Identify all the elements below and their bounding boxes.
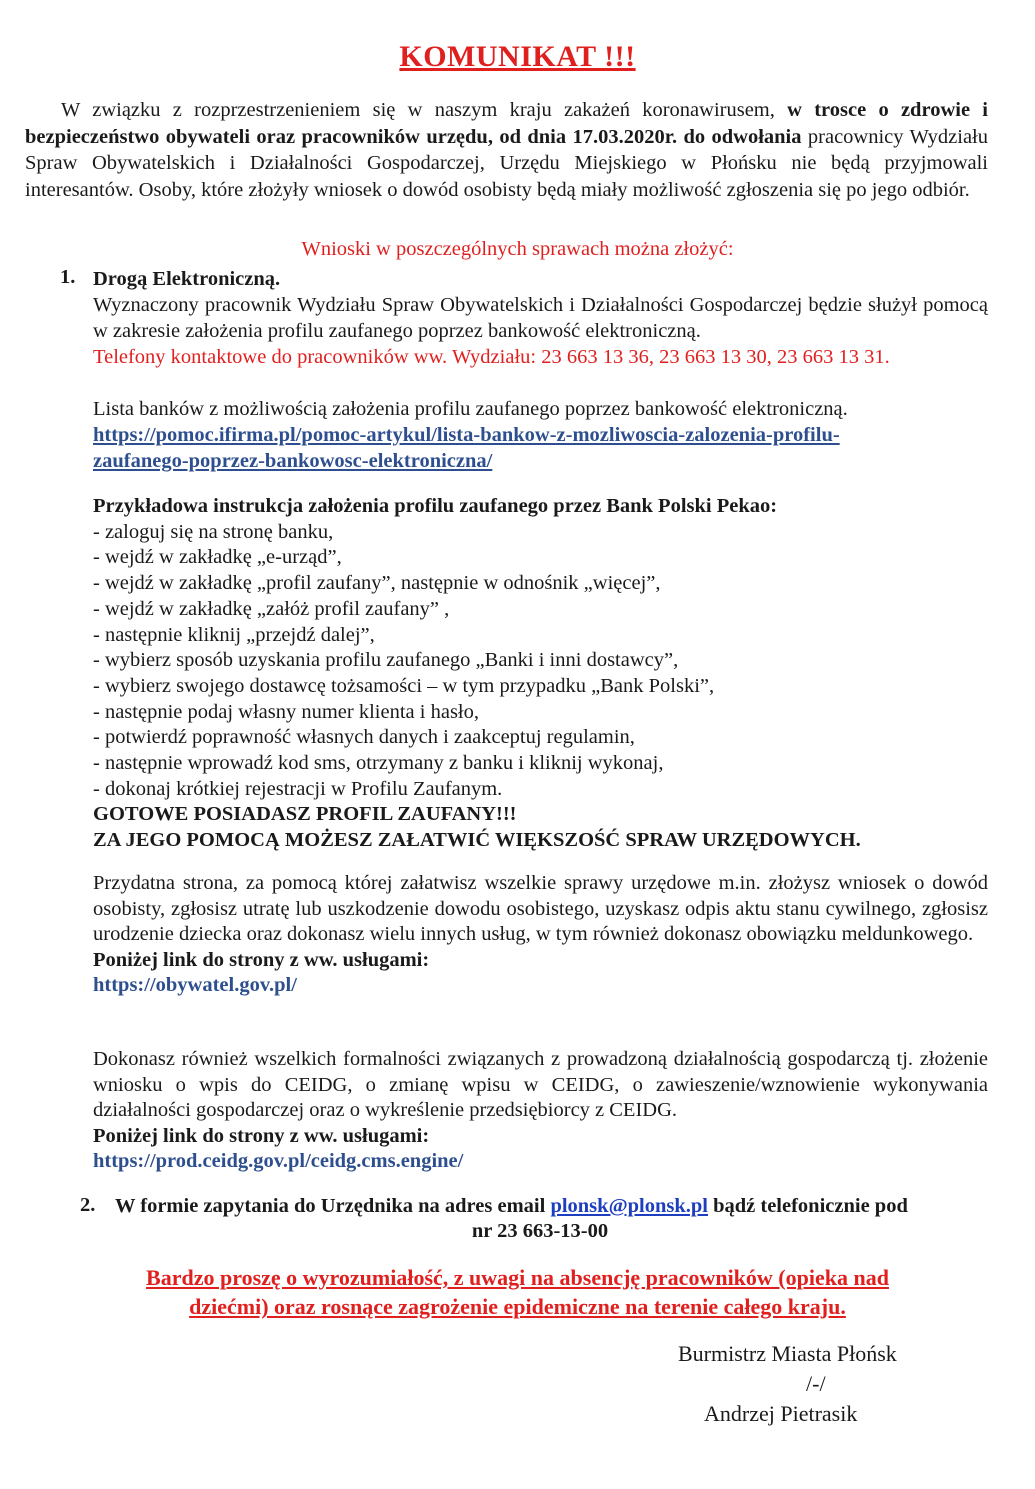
banks-list-link-line-1[interactable]: https://pomoc.ifirma.pl/pomoc-artykul/lista-bankow-z-mozliwoscia-zalozenia-profilu-	[93, 424, 840, 446]
useful-site-text: Przydatna strona, za pomocą której załatwisz wszelkie sprawy urzędowe m.in. złożysz wniosek o dowód osobisty, zgłosisz utratę lub uszkodzenie dowodu osobistego, uzyskasz odpis aktu stanu cywilnego, zgłosisz urodzenie dziecka oraz dokonasz wielu innych usług, w tym również dokonasz obowiązku meldunkowego.	[93, 872, 988, 945]
page-title: KOMUNIKAT !!!	[399, 40, 636, 73]
section-1-description: Wyznaczony pracownik Wydziału Spraw Obywatelskich i Działalności Gospodarczej będzie służył pomocą w zakresie założenia profilu zaufanego poprzez bankowość elektroniczną.	[93, 294, 988, 342]
instruction-step: - dokonaj krótkiej rejestracji w Profilu Zaufanym.	[93, 777, 503, 800]
intro-text-2: pracownicy Wydziału Spraw Obywatelskich i Działalności Gospodarczej, Urzędu Miejskiego w Płońsku nie będą przyjmowali interesantów. Osoby, które złożyły wniosek o dowód osobisty będą miały możliwość zgłoszenia się po jego odbiór.	[25, 125, 988, 201]
link-label-1: Poniżej link do strony z ww. usługami:	[93, 948, 430, 971]
appeal-line-1: Bardzo proszę o wyrozumiałość, z uwagi na absencję pracowników (opieka nad	[146, 1265, 889, 1290]
appeal-text	[40, 1263, 995, 1321]
ceidg-link[interactable]: https://prod.ceidg.gov.pl/ceidg.cms.engine/	[93, 1150, 464, 1172]
banks-list-link[interactable]	[93, 422, 988, 474]
intro-paragraph	[25, 97, 988, 203]
section-2-phone: nr 23 663-13-00	[471, 1220, 609, 1242]
section-2	[115, 1194, 985, 1242]
banks-list-label: Lista banków z możliwością założenia profilu zaufanego poprzez bankowość elektroniczną.	[93, 398, 848, 420]
signature-name: Andrzej Pietrasik	[704, 1401, 858, 1426]
ceidg-block	[93, 1047, 988, 1175]
signature-role: Burmistrz Miasta Płońsk	[678, 1341, 897, 1366]
instruction-step: - zaloguj się na stronę banku,	[93, 520, 334, 543]
intro-text-1: W związku z rozprzestrzenieniem się w naszym kraju zakażeń koronawirusem,	[61, 99, 788, 121]
instruction-step: - następnie wprowadź kod sms, otrzymany z banku i kliknij wykonaj,	[93, 752, 664, 775]
ceidg-text: Dokonasz również wszelkich formalności związanych z prowadzoną działalnością gospodarczą tj. złożenie wniosku o wpis do CEIDG, o zmianę wpisu w CEIDG, o zawieszenie/wznowienie wykonywania działalności gospodarczej oraz o wykreślenie przedsiębiorcy z CEIDG.	[93, 1048, 988, 1121]
intro-text-bold: w trosce o zdrowie i bezpieczeństwo obywateli oraz pracowników urzędu, od dnia 17.03.2020r. do odwołania	[25, 99, 988, 148]
instruction-step: - wybierz sposób uzyskania profilu zaufanego „Banki i inni dostawcy”,	[93, 649, 679, 672]
link-label-2: Poniżej link do strony z ww. usługami:	[93, 1124, 430, 1147]
section-2-text-before: W formie zapytania do Urzędnika na adres email	[115, 1195, 551, 1217]
banks-list-block	[93, 396, 988, 474]
instruction-step: - następnie kliknij „przejdź dalej”,	[93, 623, 375, 646]
email-link[interactable]: plonsk@plonsk.pl	[550, 1195, 708, 1217]
useful-site-block	[93, 871, 988, 999]
section-2-text-after: bądź telefonicznie pod	[707, 1195, 908, 1217]
instruction-block	[93, 494, 988, 854]
section-2-number: 2.	[80, 1194, 96, 1216]
obywatel-link[interactable]: https://obywatel.gov.pl/	[93, 974, 297, 996]
section-1-number: 1.	[60, 266, 76, 288]
instruction-heading: Przykładowa instrukcja założenia profilu zaufanego przez Bank Polski Pekao:	[93, 495, 778, 517]
instruction-step: - wejdź w zakładkę „załóż profil zaufany” ,	[93, 597, 450, 620]
instruction-step: - wybierz swojego dostawcę tożsamości – w tym przypadku „Bank Polski”,	[93, 674, 715, 697]
done-line-1: GOTOWE POSIADASZ PROFIL ZAUFANY!!!	[93, 803, 517, 826]
section-1	[93, 266, 988, 370]
instruction-step: - wejdź w zakładkę „e-urząd”,	[93, 546, 342, 569]
submission-subheading: Wnioski w poszczególnych sprawach można złożyć:	[301, 238, 734, 260]
instruction-step: - wejdź w zakładkę „profil zaufany”, następnie w odnośnik „więcej”,	[93, 572, 661, 595]
section-1-heading: Drogą Elektroniczną.	[93, 268, 281, 290]
instruction-step: - potwierdź poprawność własnych danych i zaakceptuj regulamin,	[93, 726, 635, 749]
instruction-step: - następnie podaj własny numer klienta i hasło,	[93, 700, 479, 723]
appeal-line-2: dziećmi) oraz rosnące zagrożenie epidemiczne na terenie całego kraju.	[189, 1294, 846, 1319]
contact-phones: Telefony kontaktowe do pracowników ww. Wydziału: 23 663 13 36, 23 663 13 30, 23 663 13 31.	[93, 346, 890, 368]
signature-mark: /-/	[806, 1371, 826, 1396]
done-line-2: ZA JEGO POMOCĄ MOŻESZ ZAŁATWIĆ WIĘKSZOŚĆ SPRAW URZĘDOWYCH.	[93, 829, 861, 852]
banks-list-link-line-2[interactable]: zaufanego-poprzez-bankowosc-elektroniczna/	[93, 450, 493, 472]
